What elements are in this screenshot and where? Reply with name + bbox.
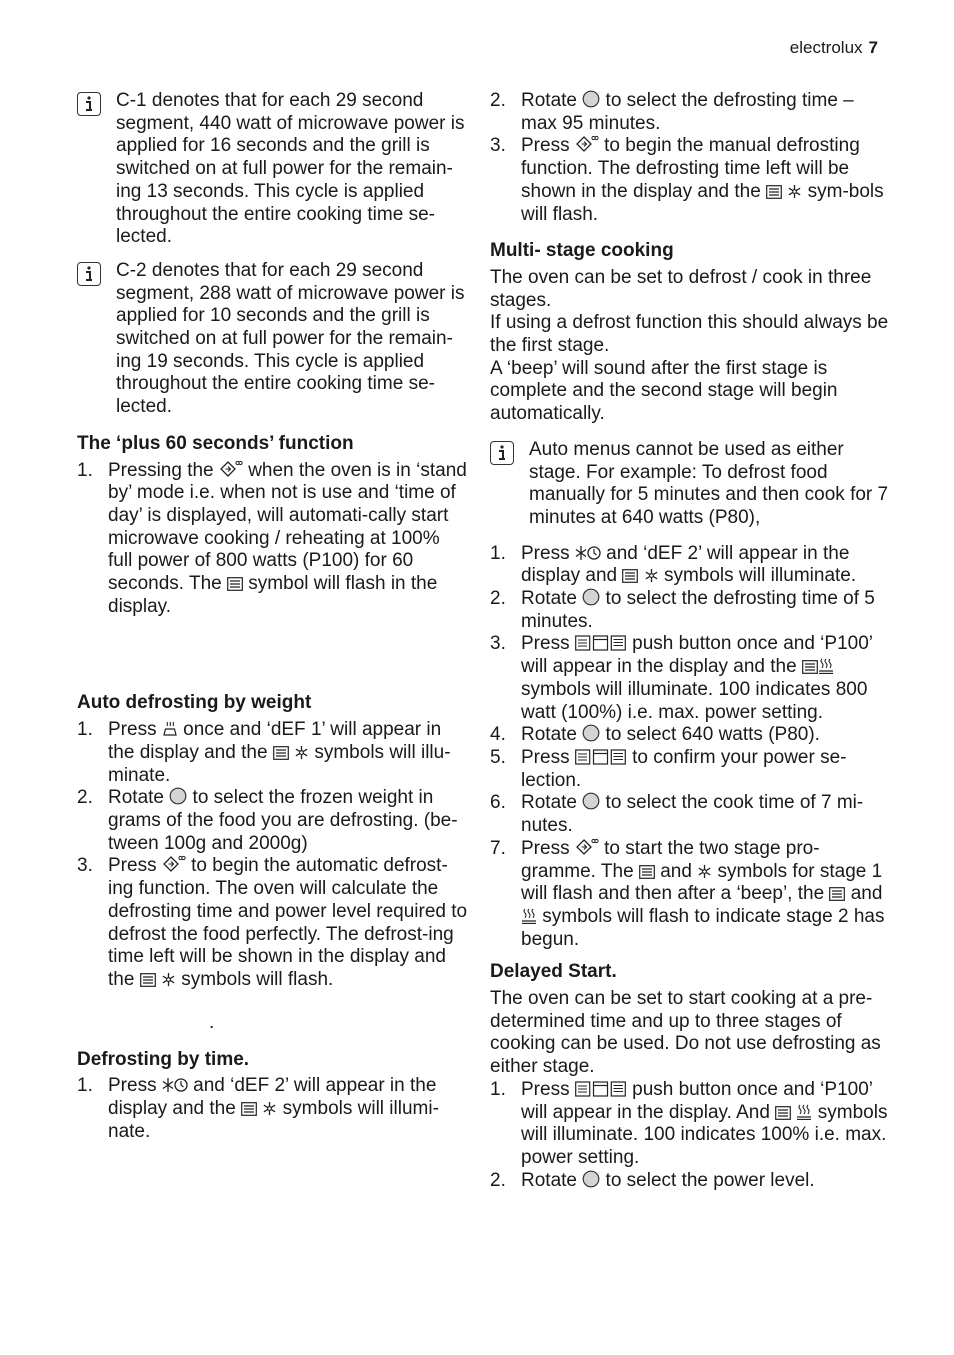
text: symbols will flash. — [181, 968, 334, 990]
step-text — [108, 460, 469, 619]
text: symbols will illuminate. 100 indicates 800 watt (100%) i.e. max. power setting. — [521, 678, 868, 723]
list-item — [77, 719, 469, 787]
step-number: 3. — [490, 633, 506, 655]
text: to select the cook time of 7 mi-nutes. — [521, 792, 864, 837]
text: Rotate — [108, 787, 164, 809]
list-item — [490, 90, 894, 135]
weight-defrost-icon — [162, 721, 178, 737]
microwave-icon — [241, 1102, 257, 1116]
step-number: 1. — [490, 1078, 506, 1100]
text: and ‘dEF 2’ will appear in the display and the — [108, 1075, 437, 1120]
list-item — [490, 724, 894, 747]
text: when the oven is in ‘stand by’ mode i.e. when not is use and ‘time of day’ is displayed, will automati-cally start microwave cooking / reheating at 100% full power of 800 watts (P100) for 60 seconds. The — [108, 459, 467, 595]
text: Press — [108, 719, 157, 741]
step-text — [521, 838, 894, 952]
step-number: 6. — [490, 792, 506, 814]
plus60-steps — [77, 460, 469, 619]
step-text — [521, 90, 894, 135]
text: Rotate — [521, 90, 577, 111]
grill-icon — [796, 1104, 812, 1120]
step-number: 7. — [490, 837, 506, 859]
page-number: 7 — [868, 38, 878, 57]
step-number: 2. — [77, 787, 93, 809]
microwave-icon — [227, 577, 243, 591]
info-icon — [77, 92, 101, 116]
stray-dot: . — [209, 1011, 215, 1033]
text: symbols will illumi-nate. — [108, 1098, 439, 1142]
text: Press — [521, 1078, 570, 1100]
section-heading-defrost-by-time: Defrosting by time. — [77, 1048, 250, 1070]
step-number: 2. — [490, 588, 506, 610]
paragraph: A ‘beep’ will sound after the first stage is complete and the second stage will begin automatically. — [490, 357, 838, 425]
step-text — [521, 1079, 894, 1170]
text: sym-bols will flash. — [521, 180, 884, 225]
text: and — [850, 883, 883, 905]
grill-icon — [521, 908, 537, 924]
paragraph: If using a defrost function this should always be the first stage. — [490, 312, 889, 357]
text: to select the power level. — [605, 1169, 815, 1191]
delayed-start-steps — [490, 1079, 894, 1193]
text: and — [660, 860, 692, 882]
multi-stage-steps — [490, 543, 894, 952]
time-defrost-icon — [162, 1077, 188, 1093]
page-header — [790, 38, 878, 58]
text: to select the defrosting time of 5 minutes. — [521, 588, 875, 632]
text: Press — [108, 855, 157, 877]
text: symbols will illuminate. — [663, 565, 857, 587]
step-number: 4. — [490, 724, 506, 746]
text: to select the defrosting time – max 95 minutes. — [521, 90, 854, 134]
left-column — [77, 90, 469, 1143]
step-number: 1. — [77, 719, 93, 741]
grill-icon — [818, 658, 834, 674]
power-button-icon — [575, 749, 627, 765]
step-text — [521, 792, 894, 837]
list-item — [77, 460, 469, 619]
microwave-icon — [273, 746, 289, 760]
info-note-c1 — [77, 90, 469, 249]
start-button-icon — [162, 855, 186, 873]
control-knob-icon — [582, 1170, 600, 1188]
info-note-c2 — [77, 260, 469, 419]
list-item — [77, 855, 469, 991]
text: Press — [521, 837, 570, 859]
defrost-by-time-steps-cont — [490, 90, 894, 226]
brand-name: electrolux — [789, 38, 863, 57]
text: Rotate — [521, 1169, 577, 1191]
right-column — [490, 90, 894, 1192]
list-item — [77, 787, 469, 855]
step-text — [108, 1075, 469, 1143]
text: to select 640 watts (P80). — [605, 724, 820, 746]
list-item — [490, 633, 894, 724]
control-knob-icon — [582, 90, 600, 108]
info-icon — [77, 262, 101, 286]
defrost-by-time-steps — [77, 1075, 469, 1143]
snowflake-icon — [294, 745, 309, 760]
step-number: 5. — [490, 746, 506, 768]
text: symbols for stage 1 will flash and then after a ‘beep’, the — [521, 860, 883, 905]
text: to select the frozen weight in grams of the food you are defrosting. (be-tween 100g and 2000g) — [108, 787, 458, 854]
text: Press — [521, 746, 570, 768]
step-text — [108, 855, 469, 991]
start-button-icon — [575, 135, 599, 153]
step-text — [521, 543, 894, 588]
section-heading-delayed-start: Delayed Start. — [490, 961, 617, 983]
text: to confirm your power se-lection. — [521, 746, 847, 791]
section-heading-auto-defrost: Auto defrosting by weight — [77, 692, 312, 714]
snowflake-icon — [262, 1101, 277, 1116]
info-note-auto-menus — [490, 439, 894, 530]
step-text — [521, 633, 894, 724]
list-item — [77, 1075, 469, 1143]
text: symbols will illu-minate. — [108, 741, 451, 786]
step-text — [521, 1170, 894, 1193]
text: once and ‘dEF 1’ will appear in the display and the — [108, 719, 442, 763]
section-heading-plus60: The ‘plus 60 seconds’ function — [77, 432, 354, 454]
text: symbol will flash in the display. — [108, 573, 438, 617]
step-number: 3. — [77, 855, 93, 877]
text: Press — [108, 1075, 157, 1097]
snowflake-icon — [697, 864, 712, 879]
snowflake-icon — [787, 184, 802, 199]
step-text — [108, 719, 469, 787]
control-knob-icon — [582, 792, 600, 810]
snowflake-icon — [644, 568, 659, 583]
step-number: 1. — [77, 459, 93, 481]
text: Rotate — [521, 792, 577, 814]
text: symbols will illuminate. 100 indicates 100% i.e. max. power setting. — [521, 1101, 888, 1168]
text: and ‘dEF 2’ will appear in the display and — [521, 542, 850, 587]
text: to begin the automatic defrost-ing function. The oven will calculate the defrosting time and power level required to defrost the food perfectly. The defrost-ing time left will be shown in the display and the — [108, 855, 468, 990]
control-knob-icon — [582, 724, 600, 742]
section-heading-multi-stage: Multi- stage cooking — [490, 240, 674, 262]
microwave-icon — [829, 887, 845, 901]
step-text — [521, 747, 894, 792]
text: Press — [521, 542, 570, 564]
step-number: 2. — [490, 1169, 506, 1191]
microwave-icon — [766, 185, 782, 199]
power-button-icon — [575, 635, 627, 651]
list-item — [490, 792, 894, 837]
text: push button once and ‘P100’ will appear in the display and the — [521, 633, 873, 678]
step-number: 1. — [77, 1075, 93, 1097]
step-text — [108, 787, 469, 855]
power-button-icon — [575, 1081, 627, 1097]
text: Rotate — [521, 724, 577, 746]
info-text: C-2 denotes that for each 29 second segment, 288 watt of microwave power is applied for 10 seconds and the grill is switched on at full power for the remain-ing 19 seconds. This cycle is applied throughout the entire cooking time se-lected. — [116, 259, 465, 418]
auto-defrost-steps — [77, 719, 469, 991]
microwave-icon — [639, 865, 655, 879]
microwave-icon — [802, 660, 818, 674]
microwave-icon — [140, 973, 156, 987]
list-item — [490, 135, 894, 226]
time-defrost-icon — [575, 545, 601, 561]
text: to start the two stage pro-gramme. The — [521, 837, 820, 882]
step-text — [521, 724, 894, 747]
microwave-icon — [775, 1106, 791, 1120]
info-icon — [490, 441, 514, 465]
list-item — [490, 838, 894, 952]
step-number: 2. — [490, 90, 506, 111]
paragraph: The oven can be set to start cooking at a pre-determined time and up to three stages of cooking can be used. Do not use defrosting as either stage. — [490, 988, 881, 1078]
control-knob-icon — [582, 588, 600, 606]
list-item — [490, 588, 894, 633]
microwave-icon — [622, 569, 638, 583]
start-button-icon — [575, 838, 599, 856]
list-item — [490, 543, 894, 588]
step-number: 1. — [490, 542, 506, 564]
list-item — [490, 1170, 894, 1193]
list-item — [490, 747, 894, 792]
text: to begin the manual defrosting function. The defrosting time left will be shown in the display and the — [521, 135, 860, 202]
info-text: C-1 denotes that for each 29 second segment, 440 watt of microwave power is applied for 16 seconds and the grill is switched on at full power for the remain-ing 13 seconds. This cycle is applied throughout the entire cooking time se-lected. — [116, 90, 465, 248]
paragraph: The oven can be set to defrost / cook in three stages. — [490, 266, 872, 311]
text: Press — [521, 135, 570, 157]
info-text: Auto menus cannot be used as either stage. For example: To defrost food manually for 5 minutes and then cook for 7 minutes at 640 watts (P80), — [529, 438, 889, 528]
start-button-icon — [219, 460, 243, 478]
text: Press — [521, 633, 570, 655]
control-knob-icon — [169, 787, 187, 805]
text: push button once and ‘P100’ will appear in the display. And — [521, 1078, 873, 1123]
text: symbols will flash to indicate stage 2 has begun. — [521, 905, 885, 950]
text: Pressing the — [108, 459, 214, 481]
list-item — [490, 1079, 894, 1170]
step-text — [521, 135, 894, 226]
snowflake-icon — [161, 972, 176, 987]
step-number: 3. — [490, 135, 506, 157]
text: Rotate — [521, 588, 577, 610]
step-text — [521, 588, 894, 633]
